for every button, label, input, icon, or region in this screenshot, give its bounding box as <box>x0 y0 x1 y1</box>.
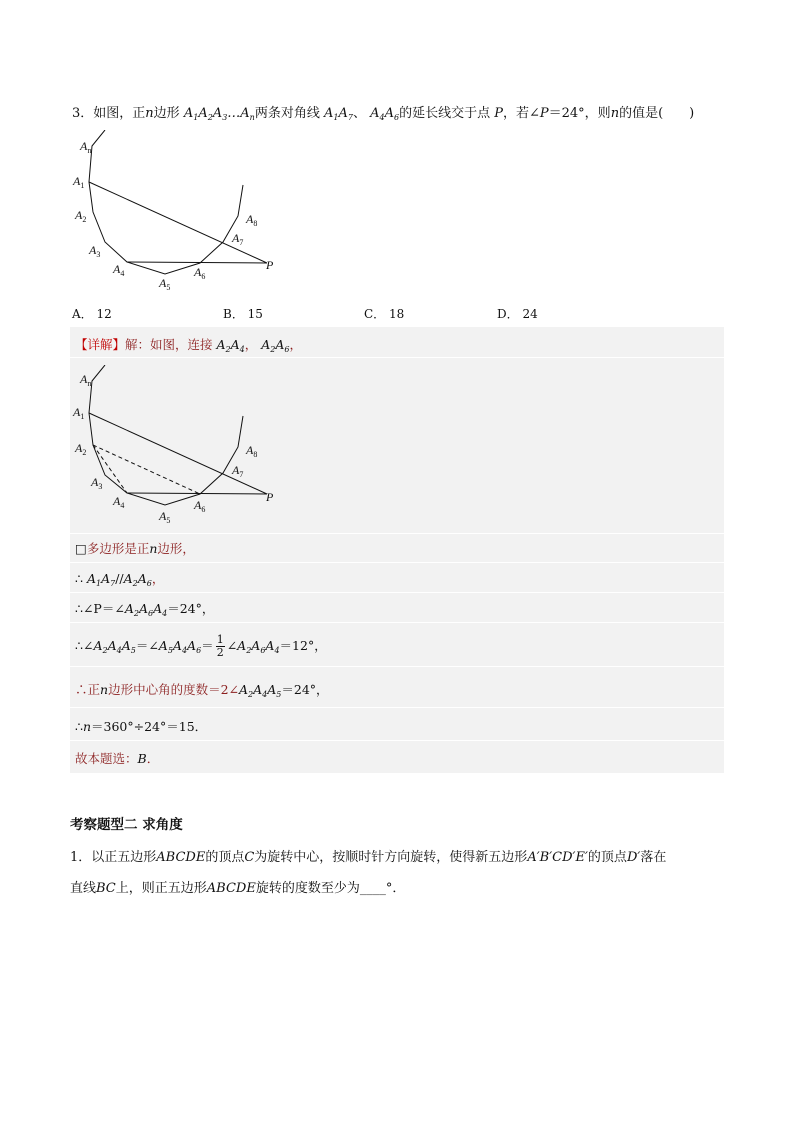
svg-text:A3: $A_3$ <box>89 243 101 259</box>
svg-text:A7: $A_7$ <box>232 463 244 479</box>
solution-line-3: ∴ $A_1A_7//A_2A_6$， <box>75 571 165 588</box>
svg-text:A8: $A_8$ <box>246 212 258 228</box>
diagonal-a1-a7 <box>89 413 267 494</box>
diagonal-a1-a7 <box>89 182 267 263</box>
svg-text:A8: $A_8$ <box>246 443 258 459</box>
option-b[interactable]: B． 15 <box>223 307 263 321</box>
solution-line-6: ∴正n边形中心角的度数$=2\angle A_2A_4A_5=24^\circ$， <box>75 682 329 699</box>
svg-text:A1: $A_1$ <box>73 174 85 190</box>
svg-text:A1: $A_1$ <box>73 405 85 421</box>
svg-text:A4: $A_4$ <box>113 262 125 278</box>
svg-text:A6: $A_6$ <box>194 265 206 281</box>
solution-line-1: 【详解】解：如图，连接 $A_2A_4$， $A_2A_6$， <box>75 337 303 354</box>
question-1-line-2: 直线BC上，则正五边形ABCDE旋转的度数至少为____°． <box>70 881 406 896</box>
polygon-figure <box>70 130 290 295</box>
figure-labels <box>72 139 274 292</box>
solution-line-8: 故本题选：B． <box>75 751 160 766</box>
question-stem: 3．如图，正n边形 $A_1A_2A_3\dots A_n$两条对角线 $A_1A_7$、 $A_4A_6$的延长线交于点 P，若∠P＝24°，则n的值是( ) <box>72 106 695 122</box>
svg-text:A5: $A_5$ <box>159 276 171 292</box>
svg-text:A2: $A_2$ <box>75 441 87 457</box>
section-heading: 考察题型二 求角度 <box>70 817 183 833</box>
fraction-half: $\frac{1}{2}$ <box>216 633 224 659</box>
question-1-line-1: 1．以正五边形ABCDE的顶点C为旋转中心，按顺时针方向旋转，使得新五边形A′B′CD′E′的顶点D′落在 <box>70 850 667 865</box>
svg-text:A7: $A_7$ <box>232 231 244 247</box>
polygon-outline <box>89 130 243 274</box>
solution-line-5: $\therefore\angle A_2A_4A_5=\angle A_5A_4A_6=$ $\frac{1}{2}$ $\angle A_2A_6A_4=12^\circ$， <box>75 633 327 659</box>
solution-line-4: $\therefore\angle P=\angle A_2A_6A_4=24^\circ$， <box>75 601 215 618</box>
svg-text:A3: $A_3$ <box>91 475 103 491</box>
polygon-outline <box>89 365 243 505</box>
option-d[interactable]: D． 24 <box>497 307 538 321</box>
svg-text:An: $A_n$ <box>80 372 92 388</box>
svg-text:P: P <box>266 490 274 504</box>
option-a[interactable]: A． 12 <box>72 307 112 321</box>
svg-text:P: P <box>266 258 274 272</box>
solution-line-2: □多边形是正n边形， <box>75 541 195 556</box>
dashed-a2-a6 <box>93 445 200 494</box>
svg-text:A5: $A_5$ <box>159 509 171 525</box>
option-c[interactable]: C． 18 <box>364 307 405 321</box>
svg-text:An: $A_n$ <box>80 139 92 155</box>
svg-text:A6: $A_6$ <box>194 498 206 514</box>
svg-text:A2: $A_2$ <box>75 208 87 224</box>
solution-figure <box>70 365 290 530</box>
solution-line-7: ∴n＝360°÷24°＝15． <box>75 719 208 734</box>
svg-text:A4: $A_4$ <box>113 494 125 510</box>
diagonal-a4-a6 <box>127 262 267 263</box>
